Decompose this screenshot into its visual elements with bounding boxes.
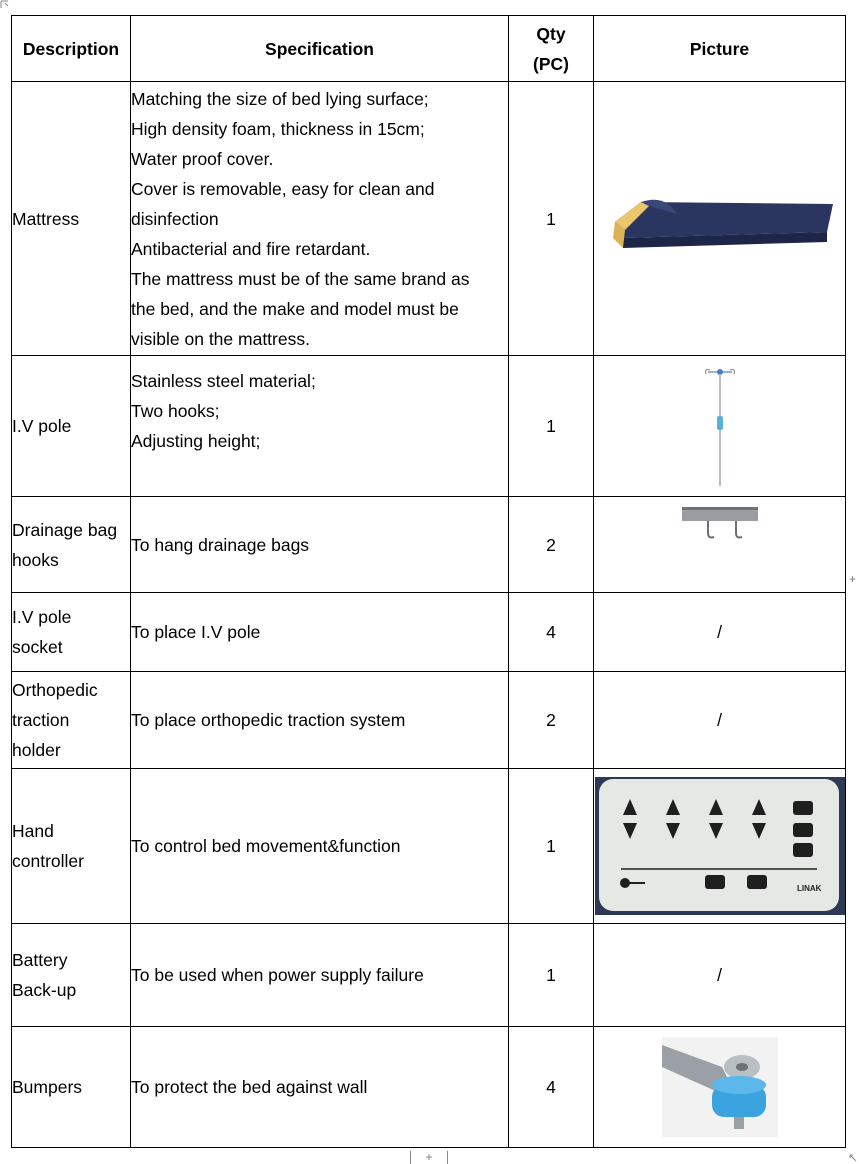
row-picture: /: [594, 672, 846, 769]
row-qty: 2: [509, 497, 594, 593]
row-picture: [594, 356, 846, 497]
spec-line: Adjusting height;: [131, 431, 261, 451]
row-qty: 1: [509, 356, 594, 497]
spec-line: the bed, and the make and model must be: [131, 298, 459, 319]
description-line: Back-up: [12, 980, 77, 1000]
spec-line: The mattress must be of the same brand as: [131, 268, 470, 289]
row-specification: [131, 356, 509, 497]
mattress-image: [605, 184, 835, 254]
row-specification: To place orthopedic traction system: [131, 672, 509, 769]
controller-brand-label: LINAK: [796, 884, 821, 893]
bumper-image: [662, 1037, 778, 1137]
table-header-row: [12, 16, 846, 82]
header-qty-line2: (PC): [533, 53, 569, 74]
table-row: [12, 924, 846, 1027]
table-row: [12, 769, 846, 924]
row-description: [12, 593, 131, 672]
row-picture: [594, 1027, 846, 1148]
row-description: [12, 497, 131, 593]
header-qty-line1: Qty: [536, 23, 566, 44]
row-description: Bumpers: [12, 1027, 131, 1148]
description-line: I.V pole: [12, 607, 72, 627]
table-row: [12, 593, 846, 672]
iv-pole-image: [700, 364, 740, 488]
row-picture: [594, 769, 846, 924]
row-picture: /: [594, 593, 846, 672]
resize-handle-icon[interactable]: [849, 1154, 857, 1162]
spec-line: disinfection: [131, 208, 219, 229]
description-line: controller: [12, 851, 84, 871]
spec-line: High density foam, thickness in 15cm;: [131, 118, 425, 139]
row-picture: /: [594, 924, 846, 1027]
row-specification: To hang drainage bags: [131, 497, 509, 593]
spec-line: Two hooks;: [131, 401, 220, 421]
row-picture: [594, 82, 846, 356]
description-line: holder: [12, 740, 61, 760]
row-qty: 4: [509, 1027, 594, 1148]
row-description: [12, 769, 131, 924]
table-add-row-handle[interactable]: +: [410, 1151, 448, 1164]
row-qty: 1: [509, 82, 594, 356]
row-description: Mattress: [12, 82, 131, 356]
spec-line: Matching the size of bed lying surface;: [131, 88, 429, 109]
spec-line: visible on the mattress.: [131, 328, 310, 349]
header-picture: Picture: [594, 16, 846, 82]
row-specification: To be used when power supply failure: [131, 924, 509, 1027]
specification-table: [11, 15, 846, 1148]
row-specification: To protect the bed against wall: [131, 1027, 509, 1148]
row-specification: To control bed movement&function: [131, 769, 509, 924]
hand-controller-image: [595, 777, 845, 915]
drainage-hook-image: [680, 497, 760, 545]
spec-line: Cover is removable, easy for clean and: [131, 178, 435, 199]
row-qty: 1: [509, 769, 594, 924]
description-line: Orthopedic: [12, 680, 98, 700]
row-picture: [594, 497, 846, 593]
header-description: Description: [12, 16, 131, 82]
row-description: [12, 672, 131, 769]
row-qty: 1: [509, 924, 594, 1027]
side-plus-mark[interactable]: +: [849, 572, 857, 586]
header-specification: Specification: [131, 16, 509, 82]
table-row: [12, 356, 846, 497]
row-qty: 2: [509, 672, 594, 769]
spec-line: Antibacterial and fire retardant.: [131, 238, 371, 259]
description-line: socket: [12, 637, 63, 657]
spec-line: Stainless steel material;: [131, 371, 316, 391]
table-row: [12, 497, 846, 593]
row-specification: [131, 82, 509, 356]
page-corner-mark: [0, 0, 10, 10]
table-row: [12, 82, 846, 356]
header-qty: [509, 16, 594, 82]
description-line: Drainage bag: [12, 519, 118, 540]
row-description: I.V pole: [12, 356, 131, 497]
description-line: Hand: [12, 821, 54, 841]
table-row: [12, 672, 846, 769]
row-specification: To place I.V pole: [131, 593, 509, 672]
row-qty: 4: [509, 593, 594, 672]
description-line: Battery: [12, 950, 68, 970]
row-description: [12, 924, 131, 1027]
table-row: [12, 1027, 846, 1148]
spec-line: Water proof cover.: [131, 148, 274, 169]
description-line: traction: [12, 710, 70, 730]
description-line: hooks: [12, 549, 59, 570]
